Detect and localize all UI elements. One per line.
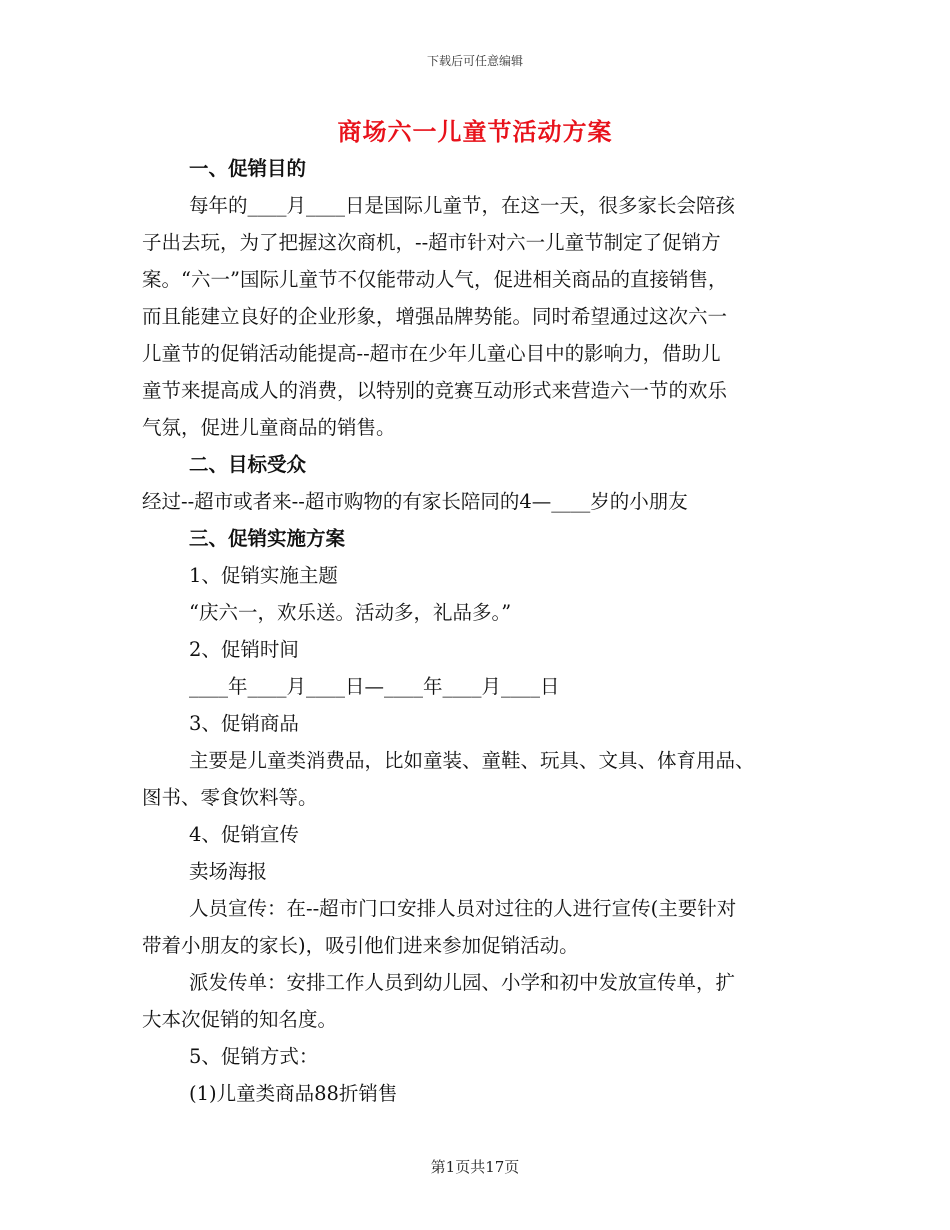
- paragraph-line: 派发传单：安排工作人员到幼儿园、小学和初中发放宣传单，扩: [189, 971, 736, 994]
- paragraph-line: 案。“六一”国际儿童节不仅能带动人气，促进相关商品的直接销售，: [142, 268, 728, 291]
- paragraph-line: 大本次促销的知名度。: [142, 1008, 338, 1031]
- subsection-heading: 5、促销方式：: [189, 1045, 319, 1068]
- page-header-note: 下载后可任意编辑: [426, 54, 523, 68]
- paragraph-line: 卖场海报: [189, 860, 268, 883]
- document-title: 商场六一儿童节活动方案: [337, 117, 613, 146]
- section-heading: 二、目标受众: [189, 453, 307, 476]
- paragraph-line: (1)儿童类商品88折销售: [189, 1082, 398, 1105]
- paragraph-line: 带着小朋友的家长)，吸引他们进来参加促销活动。: [142, 934, 579, 957]
- paragraph-line: 童节来提高成人的消费，以特别的竞赛互动形式来营造六一节的欢乐: [142, 379, 728, 402]
- subsection-heading: 3、促销商品: [189, 712, 299, 735]
- subsection-heading: 1、促销实施主题: [189, 564, 338, 587]
- paragraph-line: 每年的____月____日是国际儿童节，在这一天，很多家长会陪孩: [189, 194, 736, 217]
- paragraph-line: ____年____月____日—____年____月____日: [189, 675, 560, 698]
- paragraph-line: 气氛，促进儿童商品的销售。: [142, 416, 396, 439]
- paragraph-line: 主要是儿童类消费品，比如童装、童鞋、玩具、文具、体育用品、: [189, 749, 755, 772]
- document-body: [142, 150, 822, 1112]
- paragraph-line: “庆六一，欢乐送。活动多，礼品多。”: [189, 601, 512, 624]
- section-heading: 三、促销实施方案: [189, 527, 346, 550]
- paragraph-line: 人员宣传：在--超市门口安排人员对过往的人进行宣传(主要针对: [189, 897, 737, 920]
- subsection-heading: 4、促销宣传: [189, 823, 299, 846]
- paragraph-line: 而且能建立良好的企业形象，增强品牌势能。同时希望通过这次六一: [142, 305, 728, 328]
- paragraph-line: 儿童节的促销活动能提高--超市在少年儿童心目中的影响力，借助儿: [142, 342, 721, 365]
- subsection-heading: 2、促销时间: [189, 638, 299, 661]
- paragraph-line: 经过--超市或者来--超市购物的有家长陪同的4—____岁的小朋友: [142, 490, 688, 513]
- page-footer-page-number: 第1页共17页: [430, 1158, 520, 1176]
- paragraph-line: 图书、零食饮料等。: [142, 786, 318, 809]
- paragraph-line: 子出去玩，为了把握这次商机，--超市针对六一儿童节制定了促销方: [142, 231, 721, 254]
- section-heading: 一、促销目的: [189, 157, 307, 180]
